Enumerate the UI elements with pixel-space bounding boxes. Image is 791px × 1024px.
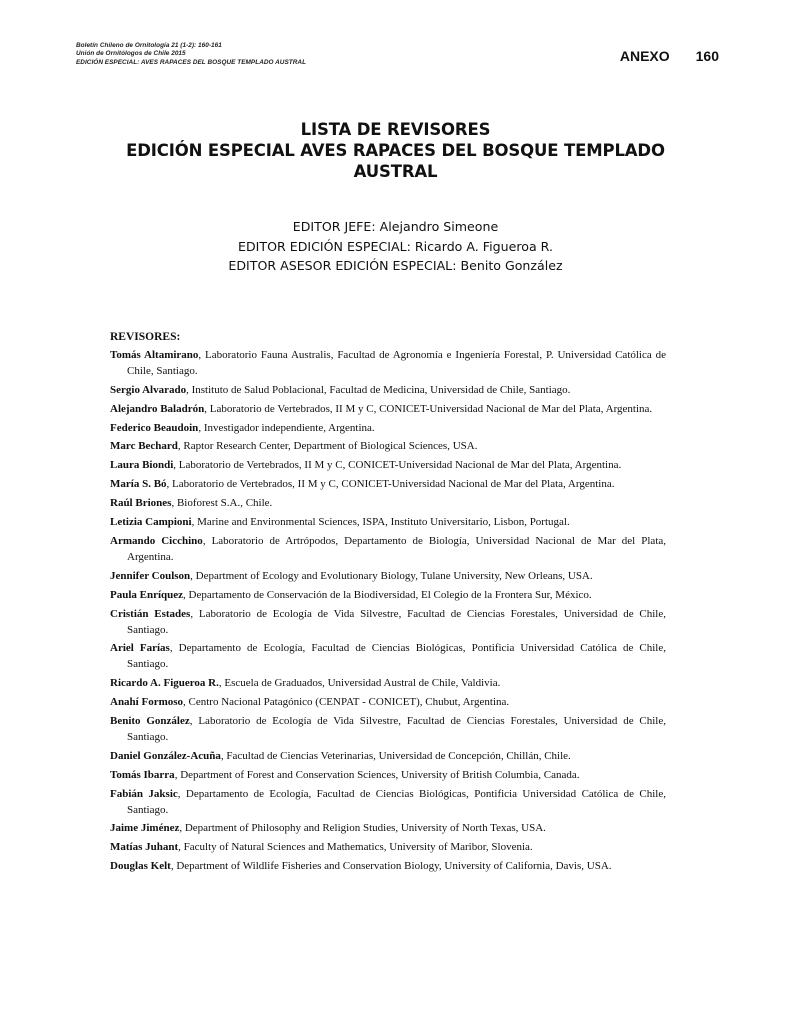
reviewer-affiliation: , Laboratorio de Vertebrados, II M y C, CONICET-Universidad Nacional de Mar del Plata, Argentina. bbox=[173, 459, 622, 472]
reviewer-entry bbox=[110, 607, 666, 639]
reviewer-name: Ariel Farías bbox=[110, 642, 170, 655]
reviewer-entry bbox=[110, 348, 666, 380]
reviewer-entry bbox=[110, 477, 666, 493]
reviewer-entry bbox=[110, 421, 666, 437]
reviewer-entry bbox=[110, 714, 666, 746]
reviewer-name: Paula Enríquez bbox=[110, 588, 184, 601]
reviewer-name: Jennifer Coulson bbox=[110, 569, 191, 582]
reviewer-entry bbox=[110, 402, 666, 418]
reviewer-affiliation: , Facultad de Ciencias Veterinarias, Universidad de Concepción, Chillán, Chile. bbox=[220, 749, 571, 762]
reviewer-name: Alejandro Baladrón bbox=[110, 402, 205, 415]
reviewer-name: Daniel González-Acuña bbox=[110, 749, 221, 762]
reviewer-entry bbox=[110, 768, 666, 784]
reviewer-affiliation: , Bioforest S.A., Chile. bbox=[171, 497, 273, 510]
reviewer-entry bbox=[110, 458, 666, 474]
reviewer-entry bbox=[110, 840, 666, 856]
reviewer-name: Marc Bechard bbox=[110, 440, 178, 453]
reviewer-affiliation: , Departamento de Ecología, Facultad de Ciencias Biológicas, Pontificia Universidad Católica de Chile, Santiago. bbox=[127, 787, 666, 816]
reviewer-entry bbox=[110, 439, 666, 455]
reviewer-name: Cristián Estades bbox=[110, 607, 191, 620]
reviewer-affiliation: , Marine and Environmental Sciences, ISPA, Instituto Universitario, Lisbon, Portugal. bbox=[191, 516, 570, 529]
reviewer-affiliation: , Raptor Research Center, Department of Biological Sciences, USA. bbox=[177, 440, 478, 453]
reviewer-affiliation: , Department of Ecology and Evolutionary Biology, Tulane University, New Orleans, USA. bbox=[190, 569, 593, 582]
editor-in-chief: EDITOR JEFE: Alejandro Simeone bbox=[292, 219, 499, 234]
reviewer-name: Tomás Altamirano bbox=[110, 348, 199, 361]
title-line-2: EDICIÓN ESPECIAL AVES RAPACES DEL BOSQUE TEMPLADO bbox=[126, 141, 665, 160]
reviewer-entry bbox=[110, 383, 666, 399]
reviewer-affiliation: , Laboratorio de Ecología de Vida Silvestre, Facultad de Ciencias Forestales, Universidad de Chile, Santiago. bbox=[127, 715, 666, 743]
page-header-right bbox=[620, 48, 719, 64]
reviewer-affiliation: , Departamento de Ecología, Facultad de Ciencias Biológicas, Pontificia Universidad Católica de Chile, Santiago. bbox=[127, 642, 666, 671]
reviewer-affiliation: , Laboratorio Fauna Australis, Facultad de Agronomía e Ingeniería Forestal, P. Universidad Católica de Chile, Santiago. bbox=[127, 348, 666, 377]
reviewer-affiliation: , Departamento de Conservación de la Biodiversidad, El Colegio de la Frontera Sur, México. bbox=[183, 588, 592, 601]
reviewer-name: Tomás Ibarra bbox=[110, 768, 175, 781]
reviewer-name: Fabián Jaksic bbox=[110, 787, 178, 800]
journal-line-2: Unión de Ornitólogos de Chile 2015 bbox=[76, 50, 186, 58]
reviewer-affiliation: , Department of Wildlife Fisheries and Conservation Biology, University of California, Davis, USA. bbox=[170, 860, 612, 873]
page-number: 160 bbox=[695, 48, 719, 64]
reviewer-entry bbox=[110, 859, 666, 875]
reviewer-affiliation: , Department of Forest and Conservation Sciences, University of British Columbia, Canada. bbox=[174, 768, 580, 781]
reviewer-affiliation: , Laboratorio de Vertebrados, II M y C, CONICET-Universidad Nacional de Mar del Plata, Argentina. bbox=[166, 478, 615, 491]
reviewer-affiliation: , Faculty of Natural Sciences and Mathematics, University of Maribor, Slovenia. bbox=[178, 841, 533, 854]
reviewer-name: Ricardo A. Figueroa R. bbox=[110, 677, 219, 690]
reviewer-name: María S. Bó bbox=[110, 478, 167, 491]
reviewer-name: Sergio Alvarado bbox=[110, 383, 187, 396]
reviewer-name: Raúl Briones bbox=[110, 497, 172, 510]
reviewer-name: Laura Biondi bbox=[110, 459, 174, 472]
reviewer-entry bbox=[110, 588, 666, 604]
reviewer-affiliation: , Laboratorio de Ecología de Vida Silvestre, Facultad de Ciencias Forestales, Universidad de Chile, Santiago. bbox=[127, 607, 666, 636]
advisory-editor: EDITOR ASESOR EDICIÓN ESPECIAL: Benito González bbox=[228, 258, 563, 273]
reviewer-entry bbox=[110, 821, 666, 837]
reviewer-name: Armando Cicchino bbox=[110, 534, 203, 547]
reviewer-affiliation: , Escuela de Graduados, Universidad Austral de Chile, Valdivia. bbox=[218, 677, 501, 690]
journal-line-3: EDICIÓN ESPECIAL: AVES RAPACES DEL BOSQUE TEMPLADO AUSTRAL bbox=[76, 58, 307, 66]
reviewer-entries bbox=[110, 348, 666, 875]
reviewer-entry bbox=[110, 515, 666, 531]
journal-citation bbox=[76, 42, 306, 67]
title-line-1: LISTA DE REVISORES bbox=[300, 120, 491, 139]
section-label: ANEXO bbox=[619, 48, 670, 64]
reviewer-name: Benito González bbox=[110, 715, 190, 728]
reviewer-name: Anahí Formoso bbox=[110, 696, 184, 709]
reviewer-entry bbox=[110, 641, 666, 673]
reviewer-affiliation: , Investigador independiente, Argentina. bbox=[198, 421, 375, 434]
reviewer-affiliation: , Laboratorio de Vertebrados, II M y C, CONICET-Universidad Nacional de Mar del Plata, Argentina. bbox=[204, 402, 653, 415]
reviewer-entry bbox=[110, 787, 666, 819]
reviewer-entry bbox=[110, 676, 666, 692]
reviewer-affiliation: , Instituto de Salud Poblacional, Facultad de Medicina, Universidad de Chile, Santiago. bbox=[186, 383, 571, 396]
page-title bbox=[0, 119, 791, 182]
reviewer-name: Matías Juhant bbox=[110, 841, 179, 854]
reviewer-entry bbox=[110, 749, 666, 765]
reviewer-name: Federico Beaudoin bbox=[110, 421, 199, 434]
reviewer-name: Letizia Campioni bbox=[110, 516, 192, 529]
reviewer-affiliation: , Laboratorio de Artrópodos, Departamento de Biología, Universidad Nacional de Mar del Plata, Argentina. bbox=[127, 534, 667, 563]
reviewer-name: Jaime Jiménez bbox=[110, 822, 180, 835]
reviewer-entry bbox=[110, 695, 666, 711]
reviewer-entry bbox=[110, 569, 666, 585]
reviewer-name: Douglas Kelt bbox=[110, 860, 171, 873]
reviewer-entry bbox=[110, 496, 666, 512]
reviewer-affiliation: , Centro Nacional Patagónico (CENPAT - CONICET), Chubut, Argentina. bbox=[183, 696, 510, 709]
special-edition-editor: EDITOR EDICIÓN ESPECIAL: Ricardo A. Figueroa R. bbox=[238, 238, 553, 254]
reviewer-entry bbox=[110, 534, 666, 566]
journal-line-1: Boletín Chileno de Ornitología 21 (1-2): 160-161 bbox=[76, 42, 222, 49]
reviewers-list bbox=[110, 330, 666, 878]
reviewers-heading: REVISORES: bbox=[110, 331, 181, 343]
title-line-3: AUSTRAL bbox=[353, 162, 438, 181]
editors-block bbox=[0, 217, 791, 276]
reviewer-affiliation: , Department of Philosophy and Religion Studies, University of North Texas, USA. bbox=[179, 822, 546, 835]
